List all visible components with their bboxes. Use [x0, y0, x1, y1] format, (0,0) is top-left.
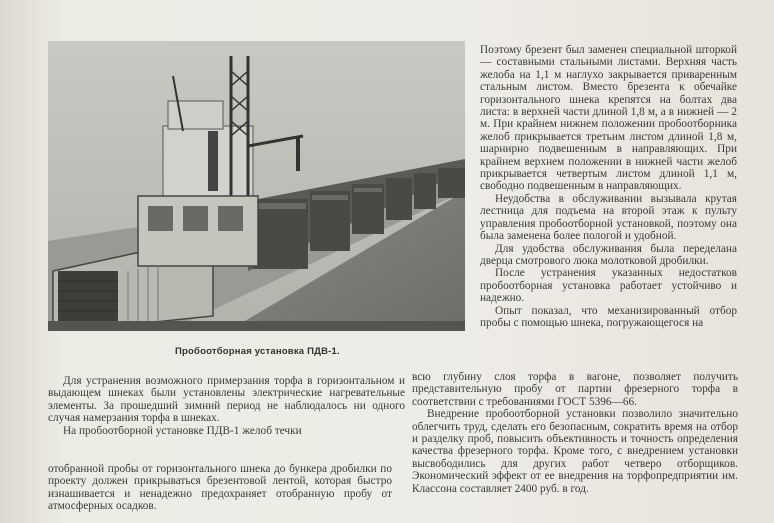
paragraph: Внедрение пробоотборной установки позволило значительно облегчить труд, сделать его безопасным, сократить время на отбор и разделку проб, повысить объективность и точность определения качества фрезерного торфа. Кроме того, с внедрением установки высвободились для других работ четверо отборщиков. Экономический эффект от ее внедрения на торфопредприятии им. Классона составляет 2400 руб. в год.: [412, 408, 738, 495]
figure-caption: Пробоотборная установка ПДВ-1.: [175, 346, 340, 357]
middle-text-column: [412, 371, 738, 495]
paragraph: отобранной пробы от горизонтального шнека до бункера дробилки по проекту должен прикрываться брезентовой лентой, которая быстро изнашивается и ненадежно предохраняет отобранную пробу от атмосферных осадков.: [48, 463, 392, 513]
paragraph: Для устранения возможного примерзания торфа в горизонтальном и выдающем шнеках были установлены электрические нагревательные элементы. За прошедший зимний период не наблюдалось ни одного случая намерзания торфа в шнеках.: [48, 375, 405, 425]
paragraph: всю глубину слоя торфа в вагоне, позволяет получить представительную пробу от партии фрезерного торфа в соответствии с требованиями ГОСТ 5396—66.: [412, 371, 738, 408]
right-text-column: [480, 44, 737, 329]
paragraph: Для удобства обслуживания была переделана дверца смотрового люка молотковой дробилки.: [480, 242, 737, 267]
figure-photo: [48, 41, 465, 331]
locomotive-sampler-photo: [48, 41, 465, 331]
paragraph: Неудобства в обслуживании вызывала крутая лестница для подъема на второй этаж к пульту управления пробоотборной установкой, поэтому она была заменена более пологой и удобной.: [480, 192, 737, 243]
paragraph: После устранения указанных недостатков пробоотборная установка работает устойчиво и надежно.: [480, 267, 737, 305]
left-continuation-text: [48, 463, 392, 513]
paragraph: Поэтому брезент был заменен специальной шторкой — составными стальными листами. Верхняя часть желоба на 1,1 м наглухо закрывается приваренным стальным листом. Вместо брезента к обечайке горизонтального шнека крепятся на болтах два листа: в верхней части длиной 1,8 м, а в нижней — 2 м. При крайнем нижнем положении пробоотборника желоб прикрывается третьим листом длиной 1,8 м, шарнирно подвешенным в направляющих. При крайнем верхнем положении в нижней части желоб прикрывается четвертым листом длиной 1,1 м, свободно подвешенным в направляющих.: [480, 44, 737, 193]
paragraph: На пробоотборной установке ПДВ-1 желоб течки: [63, 424, 302, 437]
left-text-column: [48, 375, 405, 437]
paragraph: Опыт показал, что механизированный отбор пробы с помощью шнека, погружающегося на: [480, 304, 737, 329]
